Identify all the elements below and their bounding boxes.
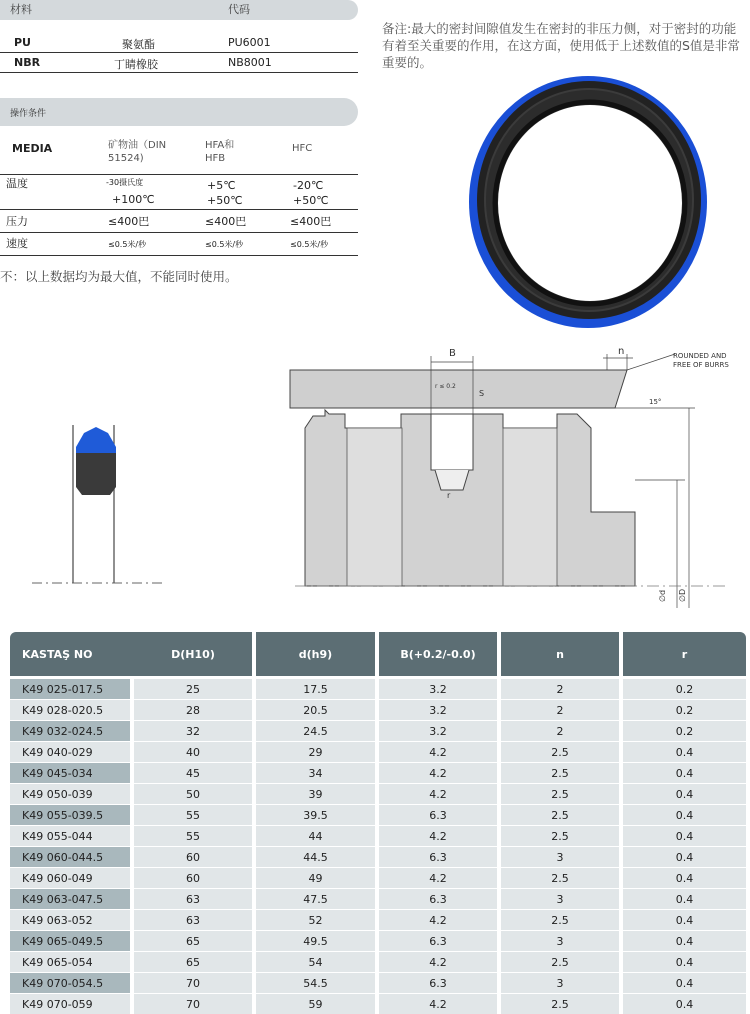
footnote: 不：以上数据均为最大值，不能同时使用。 (0, 269, 238, 284)
material-desc: 聚氨酯 (122, 38, 155, 51)
pressure-c2: ≤400巴 (205, 215, 247, 228)
dim-label-b: B (449, 348, 456, 359)
seal-profile-diagram (28, 425, 168, 590)
temp-c1b: +100℃ (112, 193, 155, 206)
table-cell: 4.2 (379, 763, 497, 783)
dim-label-big-d: ∅D (678, 588, 687, 602)
table-cell: 2.5 (501, 763, 619, 783)
table-cell: 2.5 (501, 742, 619, 762)
table-cell: 3.2 (379, 721, 497, 741)
media-row (0, 136, 358, 175)
table-cell: 24.5 (256, 721, 375, 741)
table-cell: 34 (256, 763, 375, 783)
temp-c3b: +50℃ (293, 194, 329, 207)
remark-text: 备注:最大的密封间隙值发生在密封的非压力侧，对于密封的功能有着至关重要的作用，在这方面，使用低于上述数值的S值是非常重要的。 (382, 21, 740, 70)
table-cell: 4.2 (379, 868, 497, 888)
seal-ring-image (468, 74, 714, 330)
table-cell: 65 (134, 952, 252, 972)
speed-row (0, 233, 358, 256)
table-cell: K49 025-017.5 (10, 679, 130, 699)
table-cell: 0.4 (623, 826, 746, 846)
table-cell: 3.2 (379, 679, 497, 699)
table-cell: 20.5 (256, 700, 375, 720)
table-cell: 70 (134, 994, 252, 1014)
table-cell: K49 060-049 (10, 868, 130, 888)
table-cell: K49 050-039 (10, 784, 130, 804)
table-cell: K49 070-054.5 (10, 973, 130, 993)
table-cell: 25 (134, 679, 252, 699)
table-cell: 4.2 (379, 910, 497, 930)
table-cell: 28 (134, 700, 252, 720)
table-cell: K49 032-024.5 (10, 721, 130, 741)
table-row (10, 742, 746, 762)
pressure-row (0, 210, 358, 233)
table-cell: 60 (134, 868, 252, 888)
table-cell: 40 (134, 742, 252, 762)
table-cell: 3.2 (379, 700, 497, 720)
table-cell: 2.5 (501, 805, 619, 825)
dim-label-s: S (479, 389, 485, 398)
table-cell: 2 (501, 700, 619, 720)
table-cell: 39 (256, 784, 375, 804)
table-cell: 2.5 (501, 952, 619, 972)
material-table-header (0, 0, 358, 20)
table-cell: K49 070-059 (10, 994, 130, 1014)
table-cell: 2.5 (501, 910, 619, 930)
material-header-label: 材料 (10, 3, 32, 16)
operating-conditions-header (0, 98, 358, 126)
table-cell: 47.5 (256, 889, 375, 909)
table-cell: 44.5 (256, 847, 375, 867)
table-cell: 45 (134, 763, 252, 783)
table-cell: 0.4 (623, 805, 746, 825)
media-c3: HFC (292, 143, 313, 154)
table-row (10, 952, 746, 972)
table-cell: K49 063-052 (10, 910, 130, 930)
media-label: MEDIA (12, 142, 53, 155)
table-cell: 4.2 (379, 826, 497, 846)
material-row-pu (0, 33, 358, 53)
table-cell: 3 (501, 889, 619, 909)
code-header-label: 代码 (228, 3, 250, 16)
speed-c3: ≤0.5米/秒 (290, 240, 329, 249)
col-header-b: B(+0.2/-0.0) (379, 632, 497, 676)
table-cell: 0.4 (623, 952, 746, 972)
dim-label-r: r (447, 491, 451, 500)
table-cell: 0.4 (623, 994, 746, 1014)
pressure-c3: ≤400巴 (290, 215, 332, 228)
temperature-label: 温度 (6, 177, 28, 190)
table-cell: K49 055-044 (10, 826, 130, 846)
table-cell: 59 (256, 994, 375, 1014)
table-cell: K49 028-020.5 (10, 700, 130, 720)
table-cell: K49 055-039.5 (10, 805, 130, 825)
material-code: NB8001 (228, 56, 272, 69)
col-header-d-outer: D(H10) (134, 632, 252, 676)
table-cell: K49 045-034 (10, 763, 130, 783)
speed-label: 速度 (6, 237, 28, 250)
table-cell: 0.4 (623, 763, 746, 783)
col-header-n: n (501, 632, 619, 676)
dim-label-angle: 15° (649, 398, 662, 406)
table-cell: 0.4 (623, 868, 746, 888)
burrs-note-line2: FREE OF BURRS (673, 361, 729, 369)
table-cell: 0.4 (623, 931, 746, 951)
table-cell: 0.4 (623, 973, 746, 993)
table-cell: 3 (501, 847, 619, 867)
operating-conditions-title: 操作条件 (10, 109, 47, 119)
table-cell: 39.5 (256, 805, 375, 825)
material-desc: 丁睛橡胶 (114, 58, 158, 71)
dim-label-d: ∅d (658, 589, 667, 602)
table-row (10, 784, 746, 804)
table-cell: 6.3 (379, 805, 497, 825)
table-cell: 2.5 (501, 994, 619, 1014)
table-cell: 0.2 (623, 721, 746, 741)
table-cell: 6.3 (379, 931, 497, 951)
dim-label-r-small: r ≤ 0.2 (435, 383, 456, 390)
table-cell: 55 (134, 826, 252, 846)
material-name: PU (14, 36, 31, 49)
table-cell: K49 060-044.5 (10, 847, 130, 867)
table-cell: 0.4 (623, 889, 746, 909)
table-cell: 29 (256, 742, 375, 762)
table-cell: 2.5 (501, 784, 619, 804)
table-cell: 63 (134, 889, 252, 909)
table-cell: 54 (256, 952, 375, 972)
table-cell: K49 040-029 (10, 742, 130, 762)
table-cell: 50 (134, 784, 252, 804)
col-header-d-inner: d(h9) (256, 632, 375, 676)
table-cell: K49 065-054 (10, 952, 130, 972)
table-cell: 55 (134, 805, 252, 825)
table-cell: 44 (256, 826, 375, 846)
material-code: PU6001 (228, 36, 271, 49)
pressure-c1: ≤400巴 (108, 215, 150, 228)
table-cell: 32 (134, 721, 252, 741)
material-name: NBR (14, 56, 41, 69)
media-c2: HFA和 HFB (205, 140, 235, 164)
table-cell: 2.5 (501, 868, 619, 888)
pressure-label: 压力 (6, 215, 28, 228)
speed-c1: ≤0.5米/秒 (108, 240, 147, 249)
table-cell: 2.5 (501, 826, 619, 846)
table-cell: 6.3 (379, 889, 497, 909)
table-cell: K49 063-047.5 (10, 889, 130, 909)
burrs-note-line1: ROUNDED AND (673, 352, 727, 360)
table-cell: 6.3 (379, 973, 497, 993)
material-row-nbr (0, 53, 358, 73)
table-cell: 3 (501, 973, 619, 993)
table-row (10, 700, 746, 720)
table-row (10, 889, 746, 909)
table-cell: 0.4 (623, 910, 746, 930)
table-cell: 49 (256, 868, 375, 888)
table-cell: 4.2 (379, 784, 497, 804)
table-row (10, 847, 746, 867)
table-cell: 0.4 (623, 742, 746, 762)
table-cell: 3 (501, 931, 619, 951)
table-row (10, 826, 746, 846)
table-cell: 0.2 (623, 700, 746, 720)
groove-technical-drawing (285, 340, 745, 615)
dim-label-n: n (618, 346, 625, 357)
table-cell: 2 (501, 679, 619, 699)
table-cell: 0.4 (623, 784, 746, 804)
table-row (10, 763, 746, 783)
temp-c3a: -20℃ (293, 179, 324, 192)
table-cell: 17.5 (256, 679, 375, 699)
table-cell: 70 (134, 973, 252, 993)
table-cell: 60 (134, 847, 252, 867)
table-cell: 49.5 (256, 931, 375, 951)
table-cell: 4.2 (379, 742, 497, 762)
table-cell: 2 (501, 721, 619, 741)
table-row (10, 679, 746, 699)
table-cell: 6.3 (379, 847, 497, 867)
table-cell: 52 (256, 910, 375, 930)
table-cell: 63 (134, 910, 252, 930)
table-row (10, 910, 746, 930)
table-cell: 54.5 (256, 973, 375, 993)
table-cell: 4.2 (379, 952, 497, 972)
dimension-table-header (10, 632, 746, 676)
table-cell: 4.2 (379, 994, 497, 1014)
temp-c2b: +50℃ (207, 194, 243, 207)
media-c1: 矿物油（DIN 51524) (108, 140, 167, 164)
table-cell: 0.2 (623, 679, 746, 699)
table-cell: 65 (134, 931, 252, 951)
table-cell: 0.4 (623, 847, 746, 867)
speed-c2: ≤0.5米/秒 (205, 240, 244, 249)
table-row (10, 805, 746, 825)
temp-c1a: -30摄氏度 (106, 178, 144, 187)
table-row (10, 721, 746, 741)
table-row (10, 931, 746, 951)
temperature-row (0, 175, 358, 210)
table-row (10, 994, 746, 1014)
table-cell: K49 065-049.5 (10, 931, 130, 951)
table-row (10, 868, 746, 888)
col-header-kastas: KASTAŞ NO (10, 632, 142, 676)
col-header-r: r (623, 632, 746, 676)
temp-c2a: +5℃ (207, 179, 236, 192)
table-row (10, 973, 746, 993)
